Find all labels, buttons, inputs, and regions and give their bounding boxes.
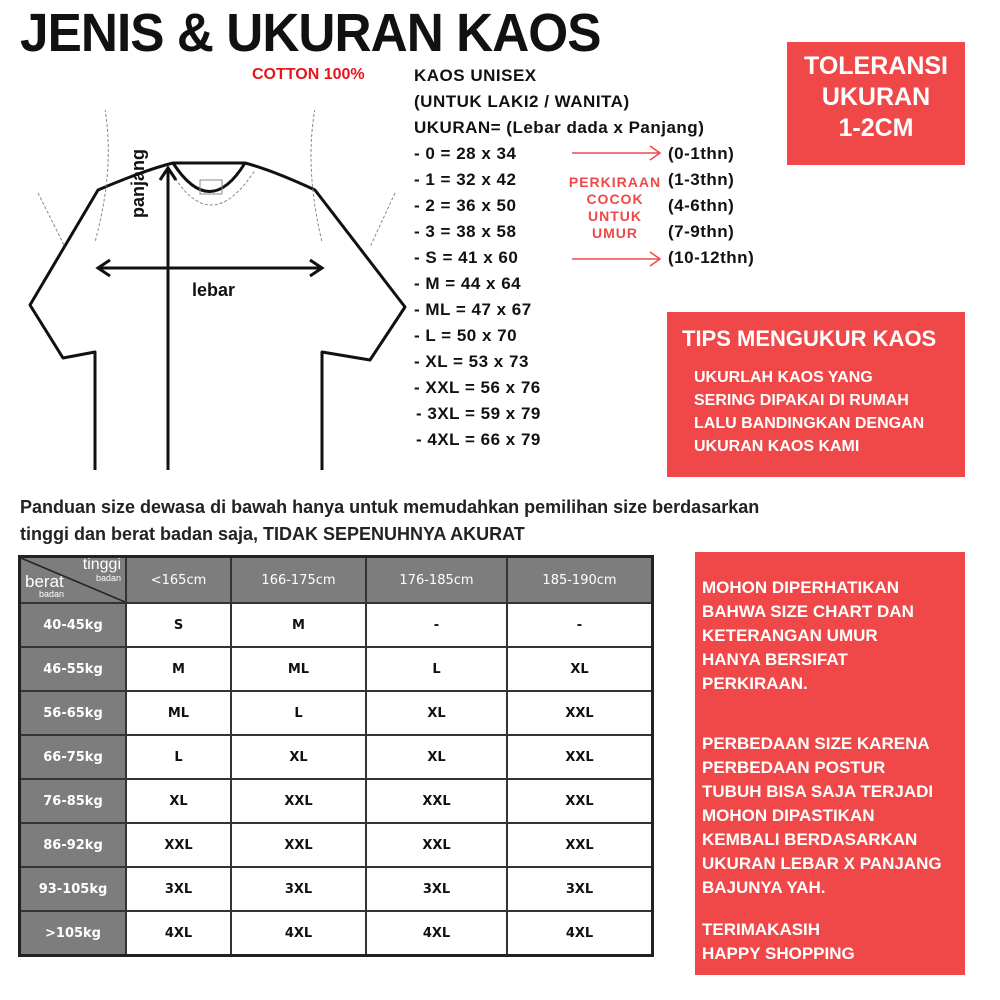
row-header: 66-75kg — [20, 735, 127, 779]
size-cell: XXL — [507, 779, 653, 823]
page-title: JENIS & UKURAN KAOS — [20, 3, 601, 63]
corner-cell — [20, 557, 127, 604]
column-header: 166-175cm — [231, 557, 366, 604]
table-row — [20, 779, 653, 823]
spec-line-1: KAOS UNISEX — [414, 66, 537, 85]
size-cell: - — [507, 603, 653, 647]
tolerance-line: UKURAN — [821, 83, 931, 111]
size-cell: L — [126, 735, 231, 779]
cotton-label: COTTON 100% — [252, 66, 365, 83]
size-spec-line: - 2 = 36 x 50 — [414, 196, 517, 215]
size-cell: XL — [126, 779, 231, 823]
notice-line: HAPPY SHOPPING — [702, 944, 855, 963]
tips-text — [694, 366, 924, 458]
tips-box — [667, 312, 965, 477]
size-cell: 4XL — [366, 911, 507, 956]
size-spec-line: - XL = 53 x 73 — [414, 352, 529, 371]
table-row — [20, 867, 653, 911]
column-header: <165cm — [126, 557, 231, 604]
table-row — [20, 691, 653, 735]
height-label: tinggi — [82, 558, 121, 573]
age-range: (7-9thn) — [668, 222, 735, 241]
size-cell: ML — [231, 647, 366, 691]
width-label: lebar — [192, 280, 236, 300]
age-range: (4-6thn) — [668, 196, 735, 215]
size-cell: 3XL — [507, 867, 653, 911]
age-range: (1-3thn) — [668, 170, 735, 189]
notice-paragraph — [702, 732, 942, 900]
size-cell: XL — [507, 647, 653, 691]
row-header: 93-105kg — [20, 867, 127, 911]
size-cell: XXL — [507, 735, 653, 779]
size-cell: ML — [126, 691, 231, 735]
row-header: 46-55kg — [20, 647, 127, 691]
notice-line: BAJUNYA YAH. — [702, 878, 826, 897]
row-header: >105kg — [20, 911, 127, 956]
table-row — [20, 911, 653, 956]
size-cell: L — [231, 691, 366, 735]
size-spec-line: - S = 41 x 60 — [414, 248, 519, 267]
height-sub-label: badan — [95, 573, 121, 583]
table-row — [20, 735, 653, 779]
size-cell: 3XL — [126, 867, 231, 911]
size-cell: 4XL — [507, 911, 653, 956]
size-cell: 3XL — [231, 867, 366, 911]
size-cell: XXL — [507, 823, 653, 867]
notice-line: TUBUH BISA SAJA TERJADI — [702, 782, 934, 801]
guide-line: tinggi dan berat badan saja, TIDAK SEPENUHNYA AKURAT — [20, 524, 525, 544]
row-header: 56-65kg — [20, 691, 127, 735]
size-cell: XL — [366, 691, 507, 735]
tolerance-box — [787, 42, 965, 165]
tshirt-outline — [30, 163, 405, 470]
notice-line: PERBEDAAN POSTUR — [702, 758, 886, 777]
size-cell: M — [231, 603, 366, 647]
age-note-line: PERKIRAAN — [568, 174, 662, 190]
table-row — [20, 647, 653, 691]
size-cell: XXL — [366, 779, 507, 823]
weight-sub-label: badan — [39, 589, 65, 599]
size-cell: XXL — [126, 823, 231, 867]
size-cell: XXL — [231, 823, 366, 867]
size-table — [18, 555, 654, 957]
tips-line: SERING DIPAKAI DI RUMAH — [694, 392, 909, 409]
notice-line: BAHWA SIZE CHART DAN — [702, 602, 914, 621]
notice-paragraph — [702, 576, 914, 696]
notice-line: PERBEDAAN SIZE KARENA — [702, 734, 930, 753]
guide-text — [20, 494, 759, 548]
notice-box — [695, 552, 965, 975]
age-range: (10-12thn) — [668, 248, 755, 267]
weight-label: berat — [25, 572, 64, 591]
tips-line: LALU BANDINGKAN DENGAN — [694, 415, 925, 432]
size-spec-line: - L = 50 x 70 — [414, 326, 518, 345]
tolerance-line: TOLERANSI — [804, 52, 948, 80]
tips-line: UKURLAH KAOS YANG — [694, 369, 873, 386]
size-cell: L — [366, 647, 507, 691]
size-cell: M — [126, 647, 231, 691]
size-spec-line: - 4XL = 66 x 79 — [416, 430, 541, 449]
notice-line: MOHON DIPASTIKAN — [702, 806, 875, 825]
size-spec-line: - 0 = 28 x 34 — [414, 144, 517, 163]
spec-line-2: (UNTUK LAKI2 / WANITA) — [414, 92, 630, 111]
column-header: 176-185cm — [366, 557, 507, 604]
size-cell: XXL — [507, 691, 653, 735]
size-cell: 4XL — [231, 911, 366, 956]
age-note-line: UMUR — [592, 225, 638, 241]
notice-line: HANYA BERSIFAT — [702, 650, 848, 669]
size-spec-line: - 3XL = 59 x 79 — [416, 404, 541, 423]
notice-line: PERKIRAAN. — [702, 674, 808, 693]
age-note-line: UNTUK — [588, 208, 642, 224]
guide-line: Panduan size dewasa di bawah hanya untuk memudahkan pemilihan size berdasarkan — [20, 497, 760, 517]
size-cell: XXL — [366, 823, 507, 867]
row-header: 40-45kg — [20, 603, 127, 647]
notice-line: TERIMAKASIH — [702, 920, 821, 939]
notice-line: KEMBALI BERDASARKAN — [702, 830, 918, 849]
size-cell: - — [366, 603, 507, 647]
table-row — [20, 603, 653, 647]
size-spec-line: - M = 44 x 64 — [414, 274, 522, 293]
size-cell: 4XL — [126, 911, 231, 956]
tolerance-line: 1-2CM — [838, 114, 914, 142]
size-cell: 3XL — [366, 867, 507, 911]
notice-line: KETERANGAN UMUR — [702, 626, 878, 645]
table-row — [20, 823, 653, 867]
size-cell: XXL — [231, 779, 366, 823]
length-label: panjang — [128, 148, 148, 218]
size-spec-line: - 3 = 38 x 58 — [414, 222, 517, 241]
size-cell: XL — [231, 735, 366, 779]
spec-line-3: UKURAN= (Lebar dada x Panjang) — [414, 118, 705, 137]
notice-line: MOHON DIPERHATIKAN — [702, 578, 900, 597]
notice-line: UKURAN LEBAR X PANJANG — [702, 854, 942, 873]
size-spec-line: - ML = 47 x 67 — [414, 300, 532, 319]
row-header: 86-92kg — [20, 823, 127, 867]
tips-title: TIPS MENGUKUR KAOS — [682, 326, 937, 351]
tips-line: UKURAN KAOS KAMI — [694, 438, 860, 455]
notice-paragraph — [702, 918, 855, 966]
column-header: 185-190cm — [507, 557, 653, 604]
size-cell: S — [126, 603, 231, 647]
age-note-line: COCOK — [586, 191, 644, 207]
age-note — [560, 174, 670, 242]
row-header: 76-85kg — [20, 779, 127, 823]
size-spec-line: - XXL = 56 x 76 — [414, 378, 541, 397]
size-cell: XL — [366, 735, 507, 779]
age-range: (0-1thn) — [668, 144, 735, 163]
size-spec-line: - 1 = 32 x 42 — [414, 170, 517, 189]
